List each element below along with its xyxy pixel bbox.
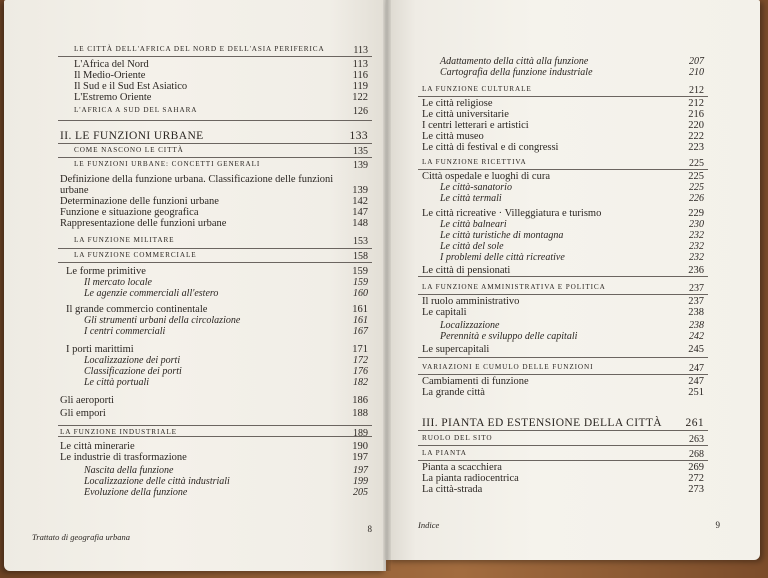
toc-entry-title: LA FUNZIONE AMMINISTRATIVA E POLITICA xyxy=(422,283,606,291)
toc-page-number: 237 xyxy=(689,283,704,294)
section-divider xyxy=(418,357,708,358)
toc-page-number: 261 xyxy=(685,417,704,429)
toc-entry-title: Il grande commercio continentale xyxy=(66,304,208,315)
toc-entry-title: Pianta a scacchiera xyxy=(422,462,502,473)
toc-entry-title: Le supercapitali xyxy=(422,344,490,355)
toc-page-number: 247 xyxy=(688,376,704,387)
toc-page-number: 226 xyxy=(689,193,704,204)
toc-entry-evoluzione-della-funzione xyxy=(84,488,368,500)
toc-page-number: 272 xyxy=(688,473,704,484)
toc-page-number: 122 xyxy=(352,92,368,103)
toc-entry-title: Localizzazione xyxy=(440,320,500,331)
toc-entry-title: Le città di festival e di congressi xyxy=(422,142,559,153)
left-page xyxy=(4,0,386,571)
toc-page-number: 225 xyxy=(688,171,704,182)
running-footer: Trattato di geografia urbana xyxy=(32,532,130,542)
toc-entry-gli-aeroporti xyxy=(60,396,368,408)
toc-entry-la-funzione-industriale xyxy=(60,429,368,441)
toc-entry-title: Nascita della funzione xyxy=(84,465,174,476)
toc-entry-title: Le forme primitive xyxy=(66,266,146,277)
toc-entry-title: RUOLO DEL SITO xyxy=(422,434,493,442)
toc-page-number: 147 xyxy=(352,207,368,218)
toc-page-number: 133 xyxy=(349,130,368,142)
toc-entry-title: Classificazione dei porti xyxy=(84,366,182,377)
toc-entry-l-africa-a-sud-del-sahara xyxy=(74,107,368,119)
toc-page-number: 139 xyxy=(353,160,368,171)
right-page xyxy=(386,0,760,560)
toc-entry-title: La grande città xyxy=(422,387,485,398)
toc-page-number: 116 xyxy=(352,70,368,81)
toc-entry-title: Le industrie di trasformazione xyxy=(60,452,187,463)
toc-entry-title: I porti marittimi xyxy=(66,344,134,355)
toc-page-number: 245 xyxy=(688,344,704,355)
toc-page-number: 220 xyxy=(688,120,704,131)
toc-page-number: 172 xyxy=(353,355,368,366)
toc-entry-title: Le città minerarie xyxy=(60,441,135,452)
toc-entry-title: Cambiamenti di funzione xyxy=(422,376,529,387)
toc-entry-title: Le città turistiche di montagna xyxy=(440,230,564,241)
toc-entry-title: La pianta radiocentrica xyxy=(422,473,519,484)
toc-page-number: 160 xyxy=(353,288,368,299)
toc-entry-title: LE CITTÀ DELL'AFRICA DEL NORD E DELL'ASIA PERIFERICA xyxy=(74,45,325,53)
toc-entry-title: Gli empori xyxy=(60,408,106,419)
toc-page-number: 176 xyxy=(353,366,368,377)
toc-page-number: 225 xyxy=(689,158,704,169)
toc-page-number: 197 xyxy=(353,465,368,476)
toc-entry-title: Gli strumenti urbani della circolazione xyxy=(84,315,241,326)
toc-page-number: 207 xyxy=(689,56,704,67)
toc-entry-title: Perennità e sviluppo delle capitali xyxy=(440,331,578,342)
toc-page-number: 212 xyxy=(689,85,704,96)
toc-entry-la-funzione-commerciale xyxy=(74,252,368,264)
toc-page-number: 199 xyxy=(353,476,368,487)
toc-entry-title: urbane xyxy=(60,185,89,196)
toc-page-number: 216 xyxy=(688,109,704,120)
toc-entry-title: LA FUNZIONE RICETTIVA xyxy=(422,158,527,166)
toc-entry-come-nascono-le-citta xyxy=(74,147,368,159)
toc-entry-title: COME NASCONO LE CITTÀ xyxy=(74,146,184,154)
toc-page-number: 126 xyxy=(353,106,368,117)
toc-page-number: 247 xyxy=(689,363,704,374)
toc-entry-title: Le città di pensionati xyxy=(422,265,511,276)
toc-page-number: 153 xyxy=(353,236,368,247)
toc-page-number: 225 xyxy=(689,182,704,193)
toc-page-number: 269 xyxy=(688,462,704,473)
toc-page-number: 238 xyxy=(688,307,704,318)
toc-entry-title: Gli aeroporti xyxy=(60,395,114,406)
toc-entry-title: LA FUNZIONE CULTURALE xyxy=(422,85,532,93)
toc-page-number: 237 xyxy=(688,296,704,307)
toc-page-number: 159 xyxy=(353,277,368,288)
toc-entry-i-centri-commerciali xyxy=(84,327,368,339)
toc-entry-title: Le città religiose xyxy=(422,98,493,109)
toc-entry-le-citta-di-festival-e-di-congressi xyxy=(422,143,704,155)
toc-entry-title: I centri letterari e artistici xyxy=(422,120,529,131)
toc-page-number: 189 xyxy=(353,428,368,439)
toc-page-number: 229 xyxy=(688,208,704,219)
toc-entry-title: Adattamento della città alla funzione xyxy=(440,56,589,67)
toc-entry-title: LA PIANTA xyxy=(422,449,467,457)
toc-entry-title: I centri commerciali xyxy=(84,326,166,337)
toc-entry-title: Le capitali xyxy=(422,307,467,318)
toc-page-number: 238 xyxy=(689,320,704,331)
toc-entry-title: Funzione e situazione geografica xyxy=(60,207,199,218)
toc-entry-title: LA FUNZIONE MILITARE xyxy=(74,236,175,244)
toc-page-number: 223 xyxy=(688,142,704,153)
toc-page-number: 159 xyxy=(352,266,368,277)
toc-entry-le-citta-termali xyxy=(440,194,704,206)
section-divider xyxy=(58,143,372,144)
toc-entry-perennita-e-sviluppo-delle-capitali xyxy=(440,332,704,344)
toc-entry-title: Localizzazione delle città industriali xyxy=(84,476,230,487)
toc-entry-title: II. LE FUNZIONI URBANE xyxy=(60,130,204,142)
toc-page-number: 186 xyxy=(352,395,368,406)
toc-page-number: 182 xyxy=(353,377,368,388)
toc-page-number: 232 xyxy=(689,252,704,263)
toc-page-number: 190 xyxy=(352,441,368,452)
toc-entry-le-capitali xyxy=(422,308,704,320)
toc-page-number: 222 xyxy=(688,131,704,142)
toc-page-number: 161 xyxy=(352,304,368,315)
toc-page-number: 148 xyxy=(352,218,368,229)
page-number: 9 xyxy=(715,520,720,530)
toc-entry-le-citta-dell-africa-del-nord-e-dell-asi xyxy=(74,46,368,58)
toc-page-number: 188 xyxy=(352,408,368,419)
toc-page-number: 171 xyxy=(352,344,368,355)
toc-page-number: 273 xyxy=(688,484,704,495)
toc-page-number: 232 xyxy=(689,230,704,241)
toc-entry-title: L'AFRICA A SUD DEL SAHARA xyxy=(74,106,198,114)
page-number: 8 xyxy=(367,524,372,534)
toc-entry-le-supercapitali xyxy=(422,345,704,357)
section-divider xyxy=(418,430,708,431)
section-divider xyxy=(58,425,372,426)
toc-entry-title: Le città balneari xyxy=(440,219,507,230)
toc-entry-title: Le agenzie commerciali all'estero xyxy=(84,288,219,299)
toc-entry-le-agenzie-commerciali-all-estero xyxy=(84,289,368,301)
toc-page-number: 135 xyxy=(353,146,368,157)
toc-entry-le-citta-portuali xyxy=(84,378,368,390)
toc-entry-title: L'Africa del Nord xyxy=(74,59,149,70)
toc-entry-la-pianta xyxy=(422,450,704,462)
toc-entry-title: Localizzazione dei porti xyxy=(84,355,181,366)
book-gutter xyxy=(383,0,391,571)
toc-entry-title: VARIAZIONI E CUMULO DELLE FUNZIONI xyxy=(422,363,594,371)
section-divider xyxy=(58,120,372,121)
toc-entry-i-problemi-delle-citta-ricreative xyxy=(440,253,704,265)
toc-entry-title: Il Medio-Oriente xyxy=(74,70,146,81)
toc-entry-title: Le città museo xyxy=(422,131,484,142)
toc-entry-la-citta-strada xyxy=(422,485,704,497)
toc-entry-title: LA FUNZIONE COMMERCIALE xyxy=(74,251,197,259)
toc-entry-la-funzione-ricettiva xyxy=(422,159,704,171)
toc-entry-rappresentazione-delle-funzioni-urbane xyxy=(60,219,368,231)
toc-page-number: 161 xyxy=(353,315,368,326)
toc-entry-title: Le città-sanatorio xyxy=(440,182,512,193)
toc-entry-le-citta-di-pensionati xyxy=(422,266,704,278)
toc-entry-iii-pianta-ed-estensione-della-citta xyxy=(422,418,704,430)
toc-page-number: 236 xyxy=(688,265,704,276)
toc-page-number: 232 xyxy=(689,241,704,252)
toc-entry-le-industrie-di-trasformazione xyxy=(60,453,368,465)
toc-page-number: 251 xyxy=(688,387,704,398)
toc-page-number: 268 xyxy=(689,449,704,460)
toc-entry-title: La città-strada xyxy=(422,484,483,495)
toc-entry-title: Il mercato locale xyxy=(84,277,152,288)
toc-page-number: 242 xyxy=(689,331,704,342)
toc-entry-cartografia-della-funzione-industriale xyxy=(440,68,704,80)
toc-entry-la-funzione-culturale xyxy=(422,86,704,98)
toc-entry-title: III. PIANTA ED ESTENSIONE DELLA CITTÀ xyxy=(422,417,663,429)
toc-page-number: 167 xyxy=(353,326,368,337)
toc-entry-title: Determinazione delle funzioni urbane xyxy=(60,196,219,207)
toc-entry-le-funzioni-urbane-concetti-generali xyxy=(74,161,368,173)
toc-entry-title: I problemi delle città ricreative xyxy=(440,252,565,263)
toc-entry-la-funzione-militare xyxy=(74,237,368,249)
toc-entry-ii-le-funzioni-urbane xyxy=(60,131,368,143)
toc-entry-title: LE FUNZIONI URBANE: CONCETTI GENERALI xyxy=(74,160,261,168)
toc-entry-ruolo-del-sito xyxy=(422,435,704,447)
toc-entry-title: Le città ricreative · Villeggiatura e turismo xyxy=(422,208,602,219)
toc-page-number: 113 xyxy=(353,45,368,56)
toc-page-number: 210 xyxy=(689,67,704,78)
toc-entry-title: Cartografia della funzione industriale xyxy=(440,67,593,78)
toc-entry-title: Le città portuali xyxy=(84,377,149,388)
toc-entry-title: Il Sud e il Sud Est Asiatico xyxy=(74,81,188,92)
toc-entry-title: L'Estremo Oriente xyxy=(74,92,152,103)
toc-entry-title: Città ospedale e luoghi di cura xyxy=(422,171,551,182)
toc-page-number: 263 xyxy=(689,434,704,445)
toc-entry-title: Il ruolo amministrativo xyxy=(422,296,520,307)
running-footer: Indice xyxy=(418,520,440,530)
toc-page-number: 205 xyxy=(353,487,368,498)
toc-page-number: 119 xyxy=(352,81,368,92)
toc-entry-l-estremo-oriente xyxy=(74,93,368,105)
toc-entry-title: LA FUNZIONE INDUSTRIALE xyxy=(60,428,177,436)
toc-entry-title: Evoluzione della funzione xyxy=(84,487,188,498)
toc-page-number: 142 xyxy=(352,196,368,207)
toc-entry-title: Le città termali xyxy=(440,193,502,204)
toc-entry-variazioni-e-cumulo-delle-funzioni xyxy=(422,364,704,376)
toc-page-number: 212 xyxy=(688,98,704,109)
toc-page-number: 158 xyxy=(353,251,368,262)
toc-entry-title: Definizione della funzione urbana. Classificazione delle funzioni xyxy=(60,174,334,185)
toc-page-number: 230 xyxy=(689,219,704,230)
toc-entry-title: Le città del sole xyxy=(440,241,504,252)
toc-entry-la-funzione-amministrativa-e-politica xyxy=(422,284,704,296)
toc-entry-title: Rappresentazione delle funzioni urbane xyxy=(60,218,227,229)
toc-entry-title: Le città universitarie xyxy=(422,109,509,120)
toc-page-number: 197 xyxy=(352,452,368,463)
toc-entry-gli-empori xyxy=(60,409,368,421)
toc-page-number: 139 xyxy=(352,185,368,196)
toc-page-number: 113 xyxy=(352,59,368,70)
toc-entry-la-grande-citta xyxy=(422,388,704,400)
